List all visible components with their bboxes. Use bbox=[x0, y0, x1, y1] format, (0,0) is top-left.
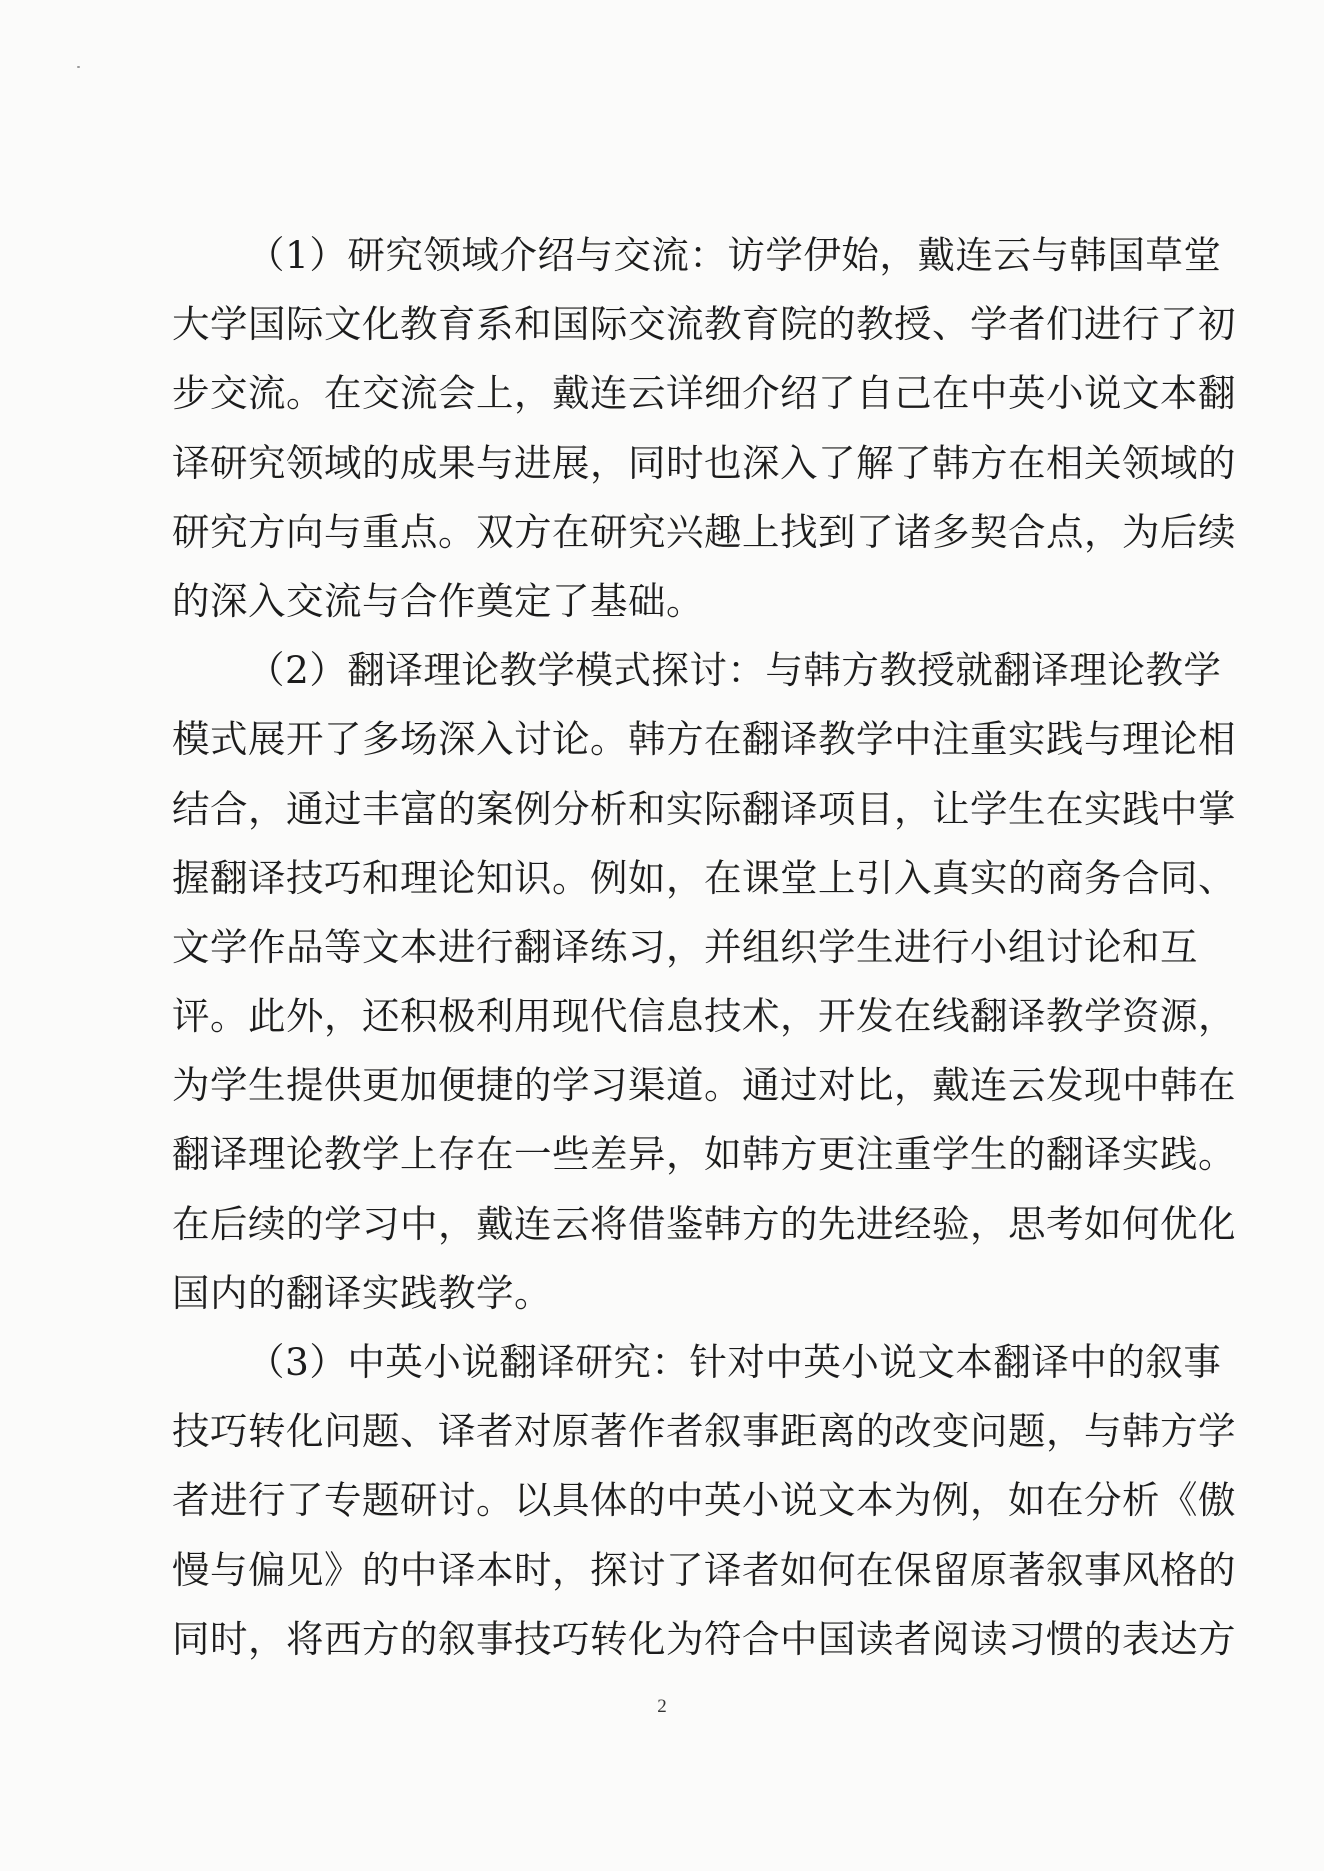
text-line: 的深入交流与合作奠定了基础。 bbox=[172, 578, 704, 623]
text-line: 译研究领域的成果与进展，同时也深入了解了韩方在相关领域的 bbox=[172, 440, 1236, 485]
text-line: 技巧转化问题、译者对原著作者叙事距离的改变问题，与韩方学 bbox=[172, 1409, 1236, 1454]
text-line: 研究方向与重点。双方在研究兴趣上找到了诸多契合点，为后续 bbox=[172, 509, 1236, 554]
text-line: 评。此外，还积极利用现代信息技术，开发在线翻译教学资源， bbox=[172, 994, 1236, 1039]
text-line: 大学国际文化教育系和国际交流教育院的教授、学者们进行了初 bbox=[172, 302, 1236, 347]
text-line: 握翻译技巧和理论知识。例如，在课堂上引入真实的商务合同、 bbox=[172, 855, 1236, 900]
text-line: （3）中英小说翻译研究：针对中英小说文本翻译中的叙事 bbox=[247, 1340, 1222, 1384]
text-line: 同时，将西方的叙事技巧转化为符合中国读者阅读习惯的表达方 bbox=[172, 1616, 1236, 1661]
text-line: 国内的翻译实践教学。 bbox=[172, 1270, 552, 1315]
text-line: 步交流。在交流会上，戴连云详细介绍了自己在中英小说文本翻 bbox=[172, 371, 1236, 416]
text-line: 者进行了专题研讨。以具体的中英小说文本为例，如在分析《傲 bbox=[172, 1478, 1236, 1523]
text-line: 在后续的学习中，戴连云将借鉴韩方的先进经验，思考如何优化 bbox=[172, 1201, 1236, 1246]
page-number: 2 bbox=[657, 1696, 667, 1717]
text-line: 文学作品等文本进行翻译练习，并组织学生进行小组讨论和互 bbox=[172, 924, 1198, 969]
text-line: 翻译理论教学上存在一些差异，如韩方更注重学生的翻译实践。 bbox=[172, 1132, 1236, 1177]
body-text bbox=[172, 221, 1236, 1674]
text-line: 结合，通过丰富的案例分析和实际翻译项目，让学生在实践中掌 bbox=[172, 786, 1236, 831]
text-line: 慢与偏见》的中译本时，探讨了译者如何在保留原著叙事风格的 bbox=[172, 1547, 1236, 1592]
text-line: （1）研究领域介绍与交流：访学伊始，戴连云与韩国草堂 bbox=[247, 233, 1222, 277]
text-line: 模式展开了多场深入讨论。韩方在翻译教学中注重实践与理论相 bbox=[172, 717, 1236, 762]
text-line: （2）翻译理论教学模式探讨：与韩方教授就翻译理论教学 bbox=[247, 648, 1222, 693]
text-line: 为学生提供更加便捷的学习渠道。通过对比，戴连云发现中韩在 bbox=[172, 1063, 1236, 1108]
scan-speck bbox=[77, 66, 80, 68]
